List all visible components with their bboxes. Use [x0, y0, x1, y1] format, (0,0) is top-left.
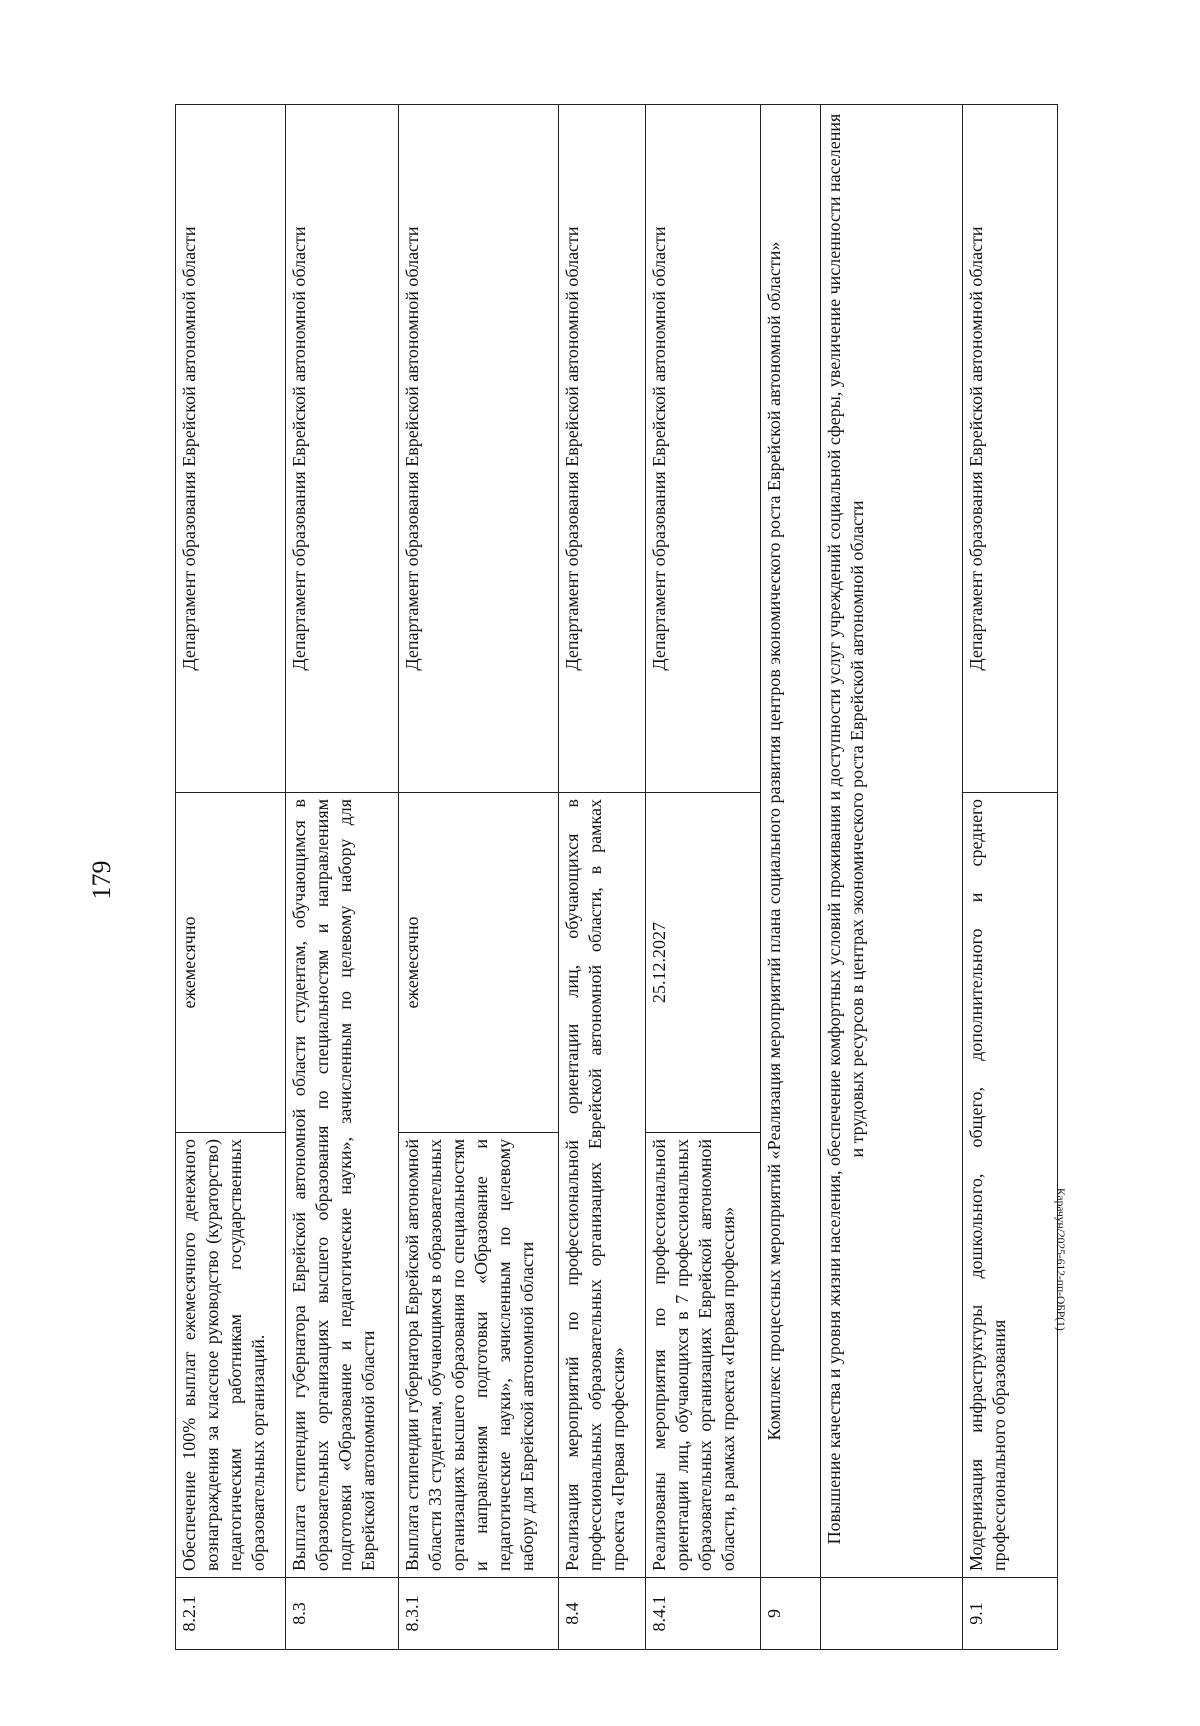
document-code: Карачун/2025-612-пп-ОБР(1): [1054, 1188, 1066, 1331]
table-row: [821, 105, 963, 1650]
responsible: Департамент образования Еврейской автономной области: [399, 105, 559, 793]
deadline: ежемесячно: [399, 793, 559, 1133]
measure-text: Модернизация инфраструктуры дошкольного, общего, дополнительного и среднего профессионального образования: [963, 793, 1058, 1578]
row-number: 8.4: [559, 1578, 646, 1650]
measure-text: Выплата стипендии губернатора Еврейской автономной области 33 студентам, обучающимся в образовательных организациях высшего образования по специальностям и направлениям подготовки «Образование и педагогические науки», зачисленным по целевому набору для Еврейской автономной области: [399, 1133, 559, 1578]
section-goal: Повышение качества и уровня жизни населения, обеспечение комфортных условий проживания и доступности услуг учреждений социальной сферы, увеличение численности населения и трудовых ресурсов в центрах экономического роста Еврейской автономной области: [821, 105, 963, 1578]
page-number: 179: [87, 860, 116, 900]
row-number: 8.3.1: [399, 1578, 559, 1650]
measures-table: [175, 105, 1057, 1650]
section-title: Комплекс процессных мероприятий «Реализация мероприятий плана социального развития центров экономического роста Еврейской автономной области»: [761, 105, 821, 1578]
responsible: Департамент образования Еврейской автономной области: [963, 105, 1058, 793]
row-number: [821, 1578, 963, 1650]
deadline: 25.12.2027: [646, 793, 761, 1133]
deadline: ежемесячно: [176, 793, 286, 1133]
responsible: Департамент образования Еврейской автономной области: [176, 105, 286, 793]
table-row: [963, 105, 1058, 1650]
measure-text: Выплата стипендии губернатора Еврейской автономной области студентам, обучающимся в образовательных организациях высшего образования по специальностям и направлениям подготовки «Образование и педагогические науки», зачисленным по целевому набору для Еврейской автономной области: [286, 793, 399, 1578]
measure-text: Реализованы мероприятия по профессиональной ориентации лиц, обучающихся в 7 профессиональных образовательных организациях Еврейской автономной области, в рамках проекта «Первая профессия»: [646, 1133, 761, 1578]
row-number: 8.4.1: [646, 1578, 761, 1650]
measure-text: Обеспечение 100% выплат ежемесячного денежного вознаграждения за классное руководство (кураторство) педагогическим работникам государственных образовательных организаций.: [176, 1133, 286, 1578]
table-row: [646, 105, 761, 1650]
row-number: 9: [761, 1578, 821, 1650]
table-row: [286, 105, 399, 1650]
responsible: Департамент образования Еврейской автономной области: [559, 105, 646, 793]
table-row: [176, 105, 286, 1650]
table-row: [761, 105, 821, 1650]
row-number: 8.2.1: [176, 1578, 286, 1650]
row-number: 8.3: [286, 1578, 399, 1650]
table-row: [559, 105, 646, 1650]
responsible: Департамент образования Еврейской автономной области: [646, 105, 761, 793]
responsible: Департамент образования Еврейской автономной области: [286, 105, 399, 793]
table-row: [399, 105, 559, 1650]
measure-text: Реализация мероприятий по профессиональной ориентации лиц, обучающихся в профессиональных образовательных организациях Еврейской автономной области, в рамках проекта «Первая профессия»: [559, 793, 646, 1578]
row-number: 9.1: [963, 1578, 1058, 1650]
